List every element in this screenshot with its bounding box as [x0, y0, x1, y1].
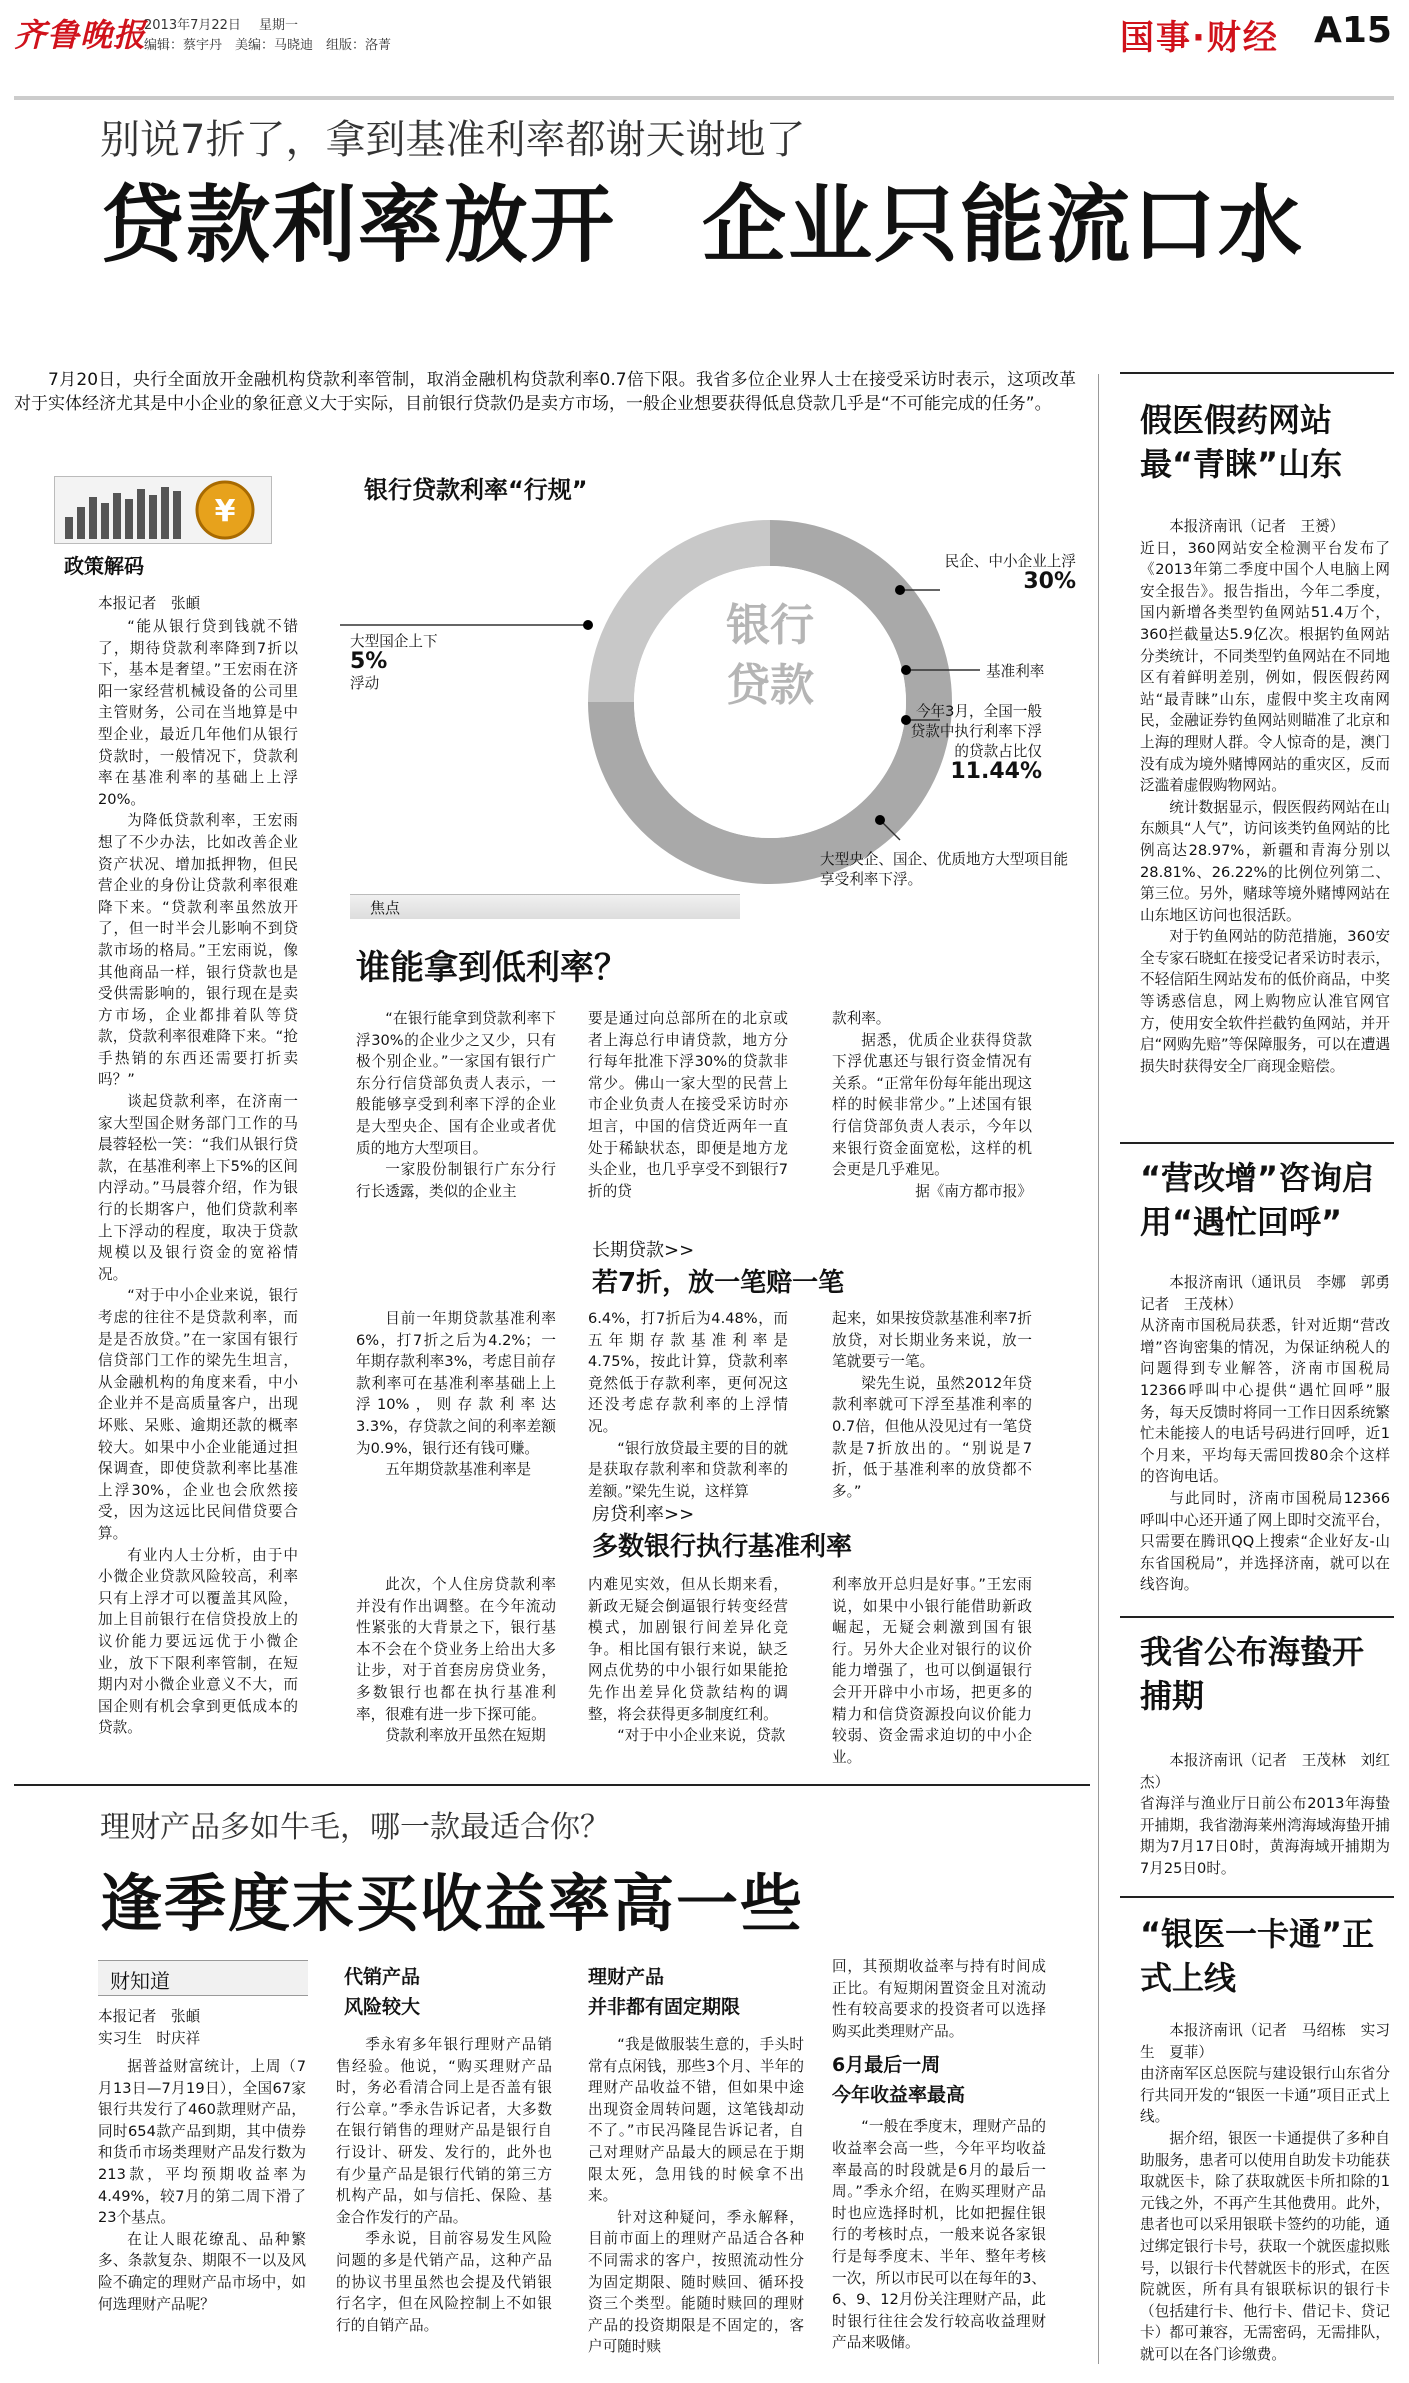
lead-kicker: 别说7折了，拿到基准利率都谢天谢地了 [100, 117, 806, 163]
focus-column-1 [356, 1008, 556, 1202]
paragraph: “我是做服装生意的，手头时常有点闲钱，那些3个月、半年的理财产品收益不错，但如果中途出现资金周转问题，这笔钱却动不了。”市民冯隆昆告诉记者，自己对理财产品最大的顾忌在于期限太死，急用钱的时候拿不出来。 [588, 2036, 804, 2205]
info-text: 今年3月，全国一般贷款中执行利率下浮的贷款占比仅 [910, 703, 1042, 760]
donut-center-top: 银行 [726, 600, 814, 651]
svg-text:¥: ¥ [214, 494, 236, 529]
focus-column-3 [832, 1008, 1032, 1202]
info-value: 5% [350, 649, 388, 674]
paragraph: “一般在季度末，理财产品的收益率会高一些，今年平均收益率最高的时段就是6月的最后一周。”季永介绍，在购买理财产品时也应选择时机，比如把握住银行的考核时点，一般来说各家银行是每季度末、半年、整年考核一次，所以市民可以在每年的3、6、9、12月份关注理财产品，此时银行往往会发行较高收益理财产品来吸储。 [832, 2118, 1046, 2352]
finance-label: 财知道 [110, 1969, 170, 1993]
byline: 本报济南讯（通讯员 李娜 郭勇 记者 王茂林） [1140, 1274, 1405, 1313]
finance-subhead-1 [344, 1962, 420, 2022]
page-number: A15 [1314, 10, 1392, 51]
paragraph: 6.4%，打7折后为4.48%，而五年期存款基准利率是4.75%，按此计算，贷款利率竟然低于存款利率，更何况这还没考虑存款利率的上浮情况。 [588, 1310, 788, 1435]
subhead-line: 代销产品 [344, 1966, 421, 1988]
paragraph: 对于钓鱼网站的防范措施，360安全专家石晓虹在接受记者采访时表示，不轻信陌生网站发布的低价商品，中奖等诱惑信息，网上购物应认准官网官方，使用安全软件拦截钓鱼网站，并开启“网购先赔”等保障服务，可以在遭遇损失时获得安全厂商现金赔偿。 [1140, 928, 1390, 1075]
paragraph: 与此同时，济南市国税局12366呼叫中心还开通了网上即时交流平台，只需要在腾讯QQ上搜索“企业好友-山东省国税局”，并选择济南，就可以在线咨询。 [1140, 1489, 1390, 1594]
paragraph: 省海洋与渔业厅日前公布2013年海蛰开捕期，我省渤海莱州湾海域海蛰开捕期为7月17日0时，黄海海域开捕期为7月25日0时。 [1140, 1795, 1390, 1877]
housing-headline: 多数银行执行基准利率 [592, 1532, 853, 1562]
editors-line: 编辑：蔡宇丹 美编：马晓迪 组版：洛菁 [144, 38, 392, 53]
sidebar-top-rule [1120, 372, 1394, 374]
subhead-line: 风险较大 [344, 1996, 421, 2018]
info-item-base: 基准利率 [986, 663, 1045, 680]
focus-headline: 谁能拿到低利率？ [356, 948, 628, 988]
finance-subhead-2 [588, 1962, 740, 2022]
info-item-march [906, 702, 1042, 784]
issue-date [144, 14, 298, 33]
paragraph: “对于中小企业来说，银行考虑的往往不是贷款利率，而是是否放贷。”在一家国有银行信贷部门工作的梁先生坦言，从金融机构的角度来看，中小企业并不是高质量客户，出现坏账、呆账、逾期还款的概率较大。如果中小企业能通过担保调查，即使贷款利率比基准上浮30%，企业也会欣然接受，因为这远比民间借贷要合算。 [98, 1287, 298, 1542]
leader-dot [895, 585, 905, 595]
info-item-central: 大型央企、国企、优质地方大型项目能享受利率下浮。 [820, 851, 1069, 888]
paragraph: 针对这种疑问，季永解释，目前市面上的理财产品适合各种不同需求的客户，按照流动性分为固定期限、随时赎回、循环投资三个类型。能随时赎回的理财产品的投资期限是不固定的，客户可随时赎 [588, 2208, 804, 2356]
info-suffix: 浮动 [350, 675, 380, 692]
sidebar-rule [1120, 1896, 1394, 1898]
paragraph: “对于中小企业来说，贷款 [617, 1727, 786, 1745]
policy-label: 政策解码 [64, 554, 144, 578]
paragraph: 利率放开总归是好事。”王宏雨说，如果中小银行能借助新政崛起，无疑会刺激到国有银行。另外大企业对银行的议价能力增强了，也可以倒逼银行会开开辟中小市场，把更多的精力和信贷资源投向议价能力较弱、资金需求迫切的中小企业。 [832, 1576, 1032, 1766]
sidebar-headline-2: “营改增”咨询启用“遇忙回呼” [1140, 1159, 1375, 1241]
paragraph: 内难见实效，但从长期来看，新政无疑会倒逼银行转变经营模式，加剧银行间差异化竞争。相比国有银行来说，缺乏网点优势的中小银行如果能抢先作出差异化贷款结构的调整，将会获得更多制度红利。 [588, 1576, 788, 1723]
paragraph: 此次，个人住房贷款利率并没有作出调整。在今年流动性紧张的大背景之下，银行基本不会在个贷业务上给出大多让步，对于首套房房贷业务，多数银行也都在执行基准利率，很难有进一步下探可能。 [356, 1576, 556, 1723]
paragraph: 一家股份制银行广东分行行长透露，类似的企业主 [356, 1161, 556, 1200]
info-text: 大型国企上下 [350, 633, 438, 650]
byline: 本报济南讯（记者 王茂林 刘红杰） [1140, 1752, 1390, 1791]
longterm-column-2 [588, 1308, 788, 1502]
paragraph: “银行放贷最主要的目的就是获取存款利率和贷款利率的差额。”梁先生说，这样算 [588, 1439, 788, 1500]
sidebar-headline-4: “银医一卡通”正式上线 [1140, 1915, 1375, 1997]
byline: 本报济南讯（记者 马绍栋 实习生 夏菲） [1140, 2022, 1390, 2061]
finance-column-2 [336, 2034, 552, 2336]
leader-dot [583, 620, 593, 630]
newspaper-logo: 齐鲁晚报 [14, 16, 147, 54]
sidebar-rule [1120, 1142, 1394, 1144]
housing-column-2 [588, 1574, 788, 1747]
sidebar-headline-1: 假医假药网站最“青睐”山东 [1140, 401, 1343, 483]
paragraph: 回，其预期收益率与持有时间成正比。有短期闲置资金且对流动性有较高要求的投资者可以选择购买此类理财产品。 [832, 1958, 1046, 2040]
finance-label-bar [98, 1960, 308, 1996]
weekday-text: 星期一 [259, 18, 299, 33]
info-text: 民企、中小企业上浮 [944, 553, 1076, 570]
subhead-line: 今年收益率最高 [832, 2084, 966, 2107]
source-credit: 据《南方都市报》 [915, 1182, 1032, 1200]
housing-column-1 [356, 1574, 556, 1747]
info-item-private [906, 552, 1076, 594]
longterm-headline: 若7折，放一笔赔一笔 [592, 1268, 845, 1298]
sidebar-story-1 [1140, 516, 1390, 1077]
finance-column-4 [832, 1956, 1046, 2354]
paragraph: 要是通过向总部所在的北京或者上海总行申请贷款，地方分行每年批准下浮30%的贷款非常少。佛山一家大型的民营上市企业负责人在接受采访时亦坦言，中国的信贷近两年一直处于稀缺状态，即便是地方龙头企业，也几乎享受不到银行7折的贷 [588, 1010, 788, 1200]
paragraph: 季永宥多年银行理财产品销售经验。他说，“购买理财产品时，务必看清合同上是否盖有银行公章。”季永告诉记者，大多数在银行销售的理财产品是银行自行设计、研发、发行的，此外也有少量产品是银行代销的第三方机构产品，如与信托、保险、基金合作发行的产品。 [336, 2036, 552, 2226]
paragraph: 目前一年期贷款基准利率6%，打7折之后为4.2%；一年期存款利率3%，考虑目前存款利率可在基准利率基础上上浮10%，则存款利率达3.3%，存贷款之间的利率差额为0.9%，银行还有钱可赚。 [356, 1310, 556, 1457]
paragraph: 梁先生说，虽然2012年贷款利率就可下浮至基准利率的0.7倍，但他从没见过有一笔贷款是7折放出的。“别说是7折，低于基准利率的放贷都不多。” [832, 1374, 1032, 1500]
paragraph: 在让人眼花缭乱、品种繁多、条款复杂、期限不一以及风险不确定的理财产品市场中，如何选理财产品呢？ [98, 2230, 306, 2313]
donut-center-bottom: 贷款 [726, 660, 814, 711]
sidebar-story-2 [1140, 1272, 1405, 1596]
sidebar-story-4 [1140, 2020, 1390, 2366]
info-value: 11.44% [950, 759, 1042, 784]
focus-tag: 焦点 [370, 899, 401, 917]
subhead-line: 理财产品 [588, 1966, 665, 1988]
paragraph: “在银行能拿到贷款利率下浮30%的企业少之又少，只有极个别企业。”一家国有银行广东分行信贷部负责人表示，一般能够享受到利率下浮的企业是大型央企、国有企业或者优质的地方大型项目。 [356, 1010, 556, 1157]
bar-coin-icon [55, 477, 271, 543]
byline: 本报记者 张頔 [98, 2008, 201, 2025]
finance-headline: 逢季度末买收益率高一些 [100, 1867, 805, 1940]
finance-column-1 [98, 2056, 306, 2315]
housing-tag: 房贷利率>> [592, 1504, 695, 1525]
finance-column-3 [588, 2034, 804, 2358]
sidebar-headline-3: 我省公布海蛰开捕期 [1140, 1633, 1365, 1715]
paragraph: 近日，360网站安全检测平台发布了《2013年第二季度中国个人电脑上网安全报告》。报告指出，今年二季度，国内新增各类型钓鱼网站51.4万个，360拦截量达5.9亿次。根据钓鱼网站分类统计，不同类型钓鱼网站在不同地区有着鲜明差别，例如，假医假药网站“最青睐”山东，虚假中奖主攻南网民，金融证券钓鱼网站则瞄准了北京和上海的理财人群。令人惊奇的是，澳门没有成为境外赌博网站的重灾区，反而泛滥着虚假购物网站。 [1140, 539, 1390, 795]
subhead-line: 并非都有固定期限 [588, 1996, 741, 2018]
sidebar-rule [1120, 1616, 1394, 1618]
paragraph: 据普益财富统计，上周（7月13日—7月19日），全国67家银行共发行了460款理财产品，同时654款产品到期，其中债券和货币市场类理财产品发行数为213款，平均预期收益率为4.49%，较7月的第二周下滑了23个基点。 [98, 2058, 306, 2227]
paragraph: 为降低贷款利率，王宏雨想了不少办法，比如改善企业资产状况、增加抵押物，但民营企业的身份让贷款利率很难降下来。“贷款利率虽然放开了，但一时半会儿影响不到贷款市场的格局。”王宏雨说，像其他商品一样，银行贷款也是受供需影响的，银行现在是卖方市场，企业都排着队等贷款，贷款利率很难降下来。“抢手热销的东西还需要打折卖吗？” [98, 812, 298, 1089]
info-item-soe [350, 632, 460, 694]
finance-top-rule [14, 1784, 1090, 1786]
paragraph: 五年期贷款基准利率是 [385, 1461, 532, 1479]
leader-dot [901, 665, 911, 675]
finance-byline [98, 2006, 200, 2049]
paragraph: 据介绍，银医一卡通提供了多种自助服务，患者可以使用自助发卡功能获取就医卡，除了获取就医卡所扣除的1元钱之外，不再产生其他费用。此外，患者也可以采用银联卡签约的功能，通过绑定银行卡号，获取一个就医虚拟账号，以银行卡代替就医卡的形式，在医院就医，所有具有银联标识的银行卡（包括建行卡、他行卡、借记卡、贷记卡）都可兼容，无需密码，无需排队，就可以在各门诊缴费。 [1140, 2129, 1390, 2363]
housing-column-3 [832, 1574, 1032, 1768]
subhead-line: 6月最后一周 [832, 2054, 941, 2077]
byline: 本报济南讯（记者 王赟） [1169, 518, 1345, 535]
sidebar-story-3 [1140, 1750, 1390, 1880]
policy-illustration [54, 476, 272, 544]
paragraph: 季永说，目前容易发生风险问题的多是代销产品，这种产品的协议书里虽然也会提及代销银行名字，但在风险控制上不如银行的自销产品。 [336, 2230, 552, 2334]
paragraph: 从济南市国税局获悉，针对近期“营改增”咨询密集的情况，为保证纳税人的问题得到专业解答，济南市国税局12366呼叫中心提供“遇忙回呼”服务，每天反馈时将同一工作日因系统繁忙未能接人的电话号码进行回呼，近1个月来，平均每天需回拨80余个这样的咨询电话。 [1140, 1317, 1390, 1486]
finance-subhead-3 [832, 2050, 1046, 2110]
paragraph: “能从银行贷到钱就不错了，期待贷款利率降到7折以下，基本是奢望。”王宏雨在济阳一家经营机械设备的公司里主管财务，公司在当地算是中型企业，最近几年他们从银行贷款时，一般情况下，贷款利率在基准利率的基础上上浮20%。 [98, 618, 298, 808]
paragraph: 有业内人士分析，由于中小微企业贷款风险较高，利率只有上浮才可以覆盖其风险，加上目前银行在信贷投放上的议价能力要远远优于小微企业，放下下限利率管制，在短期内对小微企业意义不大，而国企则有机会拿到更低成本的贷款。 [98, 1546, 298, 1737]
paragraph: 款利率。 [832, 1010, 891, 1027]
date-text: 2013年7月22日 [144, 18, 241, 33]
paragraph: 起来，如果按贷款基准利率7折放贷，对长期业务来说，放一笔就要亏一笔。 [832, 1310, 1032, 1371]
longterm-column-1 [356, 1308, 556, 1481]
sidebar-divider [1098, 374, 1099, 2364]
masthead-rule [14, 96, 1394, 100]
lead-byline: 本报记者 张頔 [98, 595, 201, 612]
longterm-tag: 长期贷款>> [592, 1240, 695, 1261]
paragraph: 由济南军区总医院与建设银行山东省分行共同开发的“银医一卡通”项目正式上线。 [1140, 2065, 1390, 2126]
infographic-title: 银行贷款利率“行规” [364, 476, 588, 504]
info-value: 30% [1023, 569, 1076, 594]
byline: 实习生 时庆祥 [98, 2029, 201, 2047]
lead-intro: 7月20日，央行全面放开金融机构贷款利率管制，取消金融机构贷款利率0.7倍下限。我省多位企业界人士在接受采访时表示，这项改革对于实体经济尤其是中小企业的象征意义大于实际，目前银行贷款仍是卖方市场，一般企业想要获得低息贷款几乎是“不可能完成的任务”。 [14, 370, 1076, 414]
lead-headline: 贷款利率放开 企业只能流口水 [100, 176, 1305, 274]
section-title: 国事·财经 [1120, 18, 1279, 58]
focus-tag-bar [350, 894, 740, 919]
paragraph: 据悉，优质企业获得贷款下浮优惠还与银行资金情况有关系。“正常年份每年能出现这样的时候非常少。”上述国有银行信贷部负责人表示，今年以来银行资金面宽松，这样的机会更是几乎难见。 [832, 1031, 1032, 1179]
paragraph: 贷款利率放开虽然在短期 [385, 1727, 546, 1745]
leader-dot [875, 815, 885, 825]
lead-column-1 [98, 616, 298, 1739]
paragraph: 谈起贷款利率，在济南一家大型国企财务部门工作的马晨蓉轻松一笑：“我们从银行贷款，在基准利率上下5%的区间内浮动。”马晨蓉介绍，作为银行的长期客户，他们贷款利率上下浮动的程度，取决于贷款规模以及银行资金的宽裕情况。 [98, 1093, 298, 1283]
paragraph: 统计数据显示，假医假药网站在山东颇具“人气”，访问该类钓鱼网站的比例高达28.97%，新疆和青海分别以28.81%、26.22%的比例位列第二、第三位。另外，赌球等境外赌博网站在山东地区访问也很活跃。 [1140, 798, 1390, 924]
longterm-column-3 [832, 1308, 1032, 1502]
focus-column-2 [588, 1008, 788, 1202]
finance-kicker: 理财产品多如牛毛，哪一款最适合你？ [100, 1810, 610, 1845]
